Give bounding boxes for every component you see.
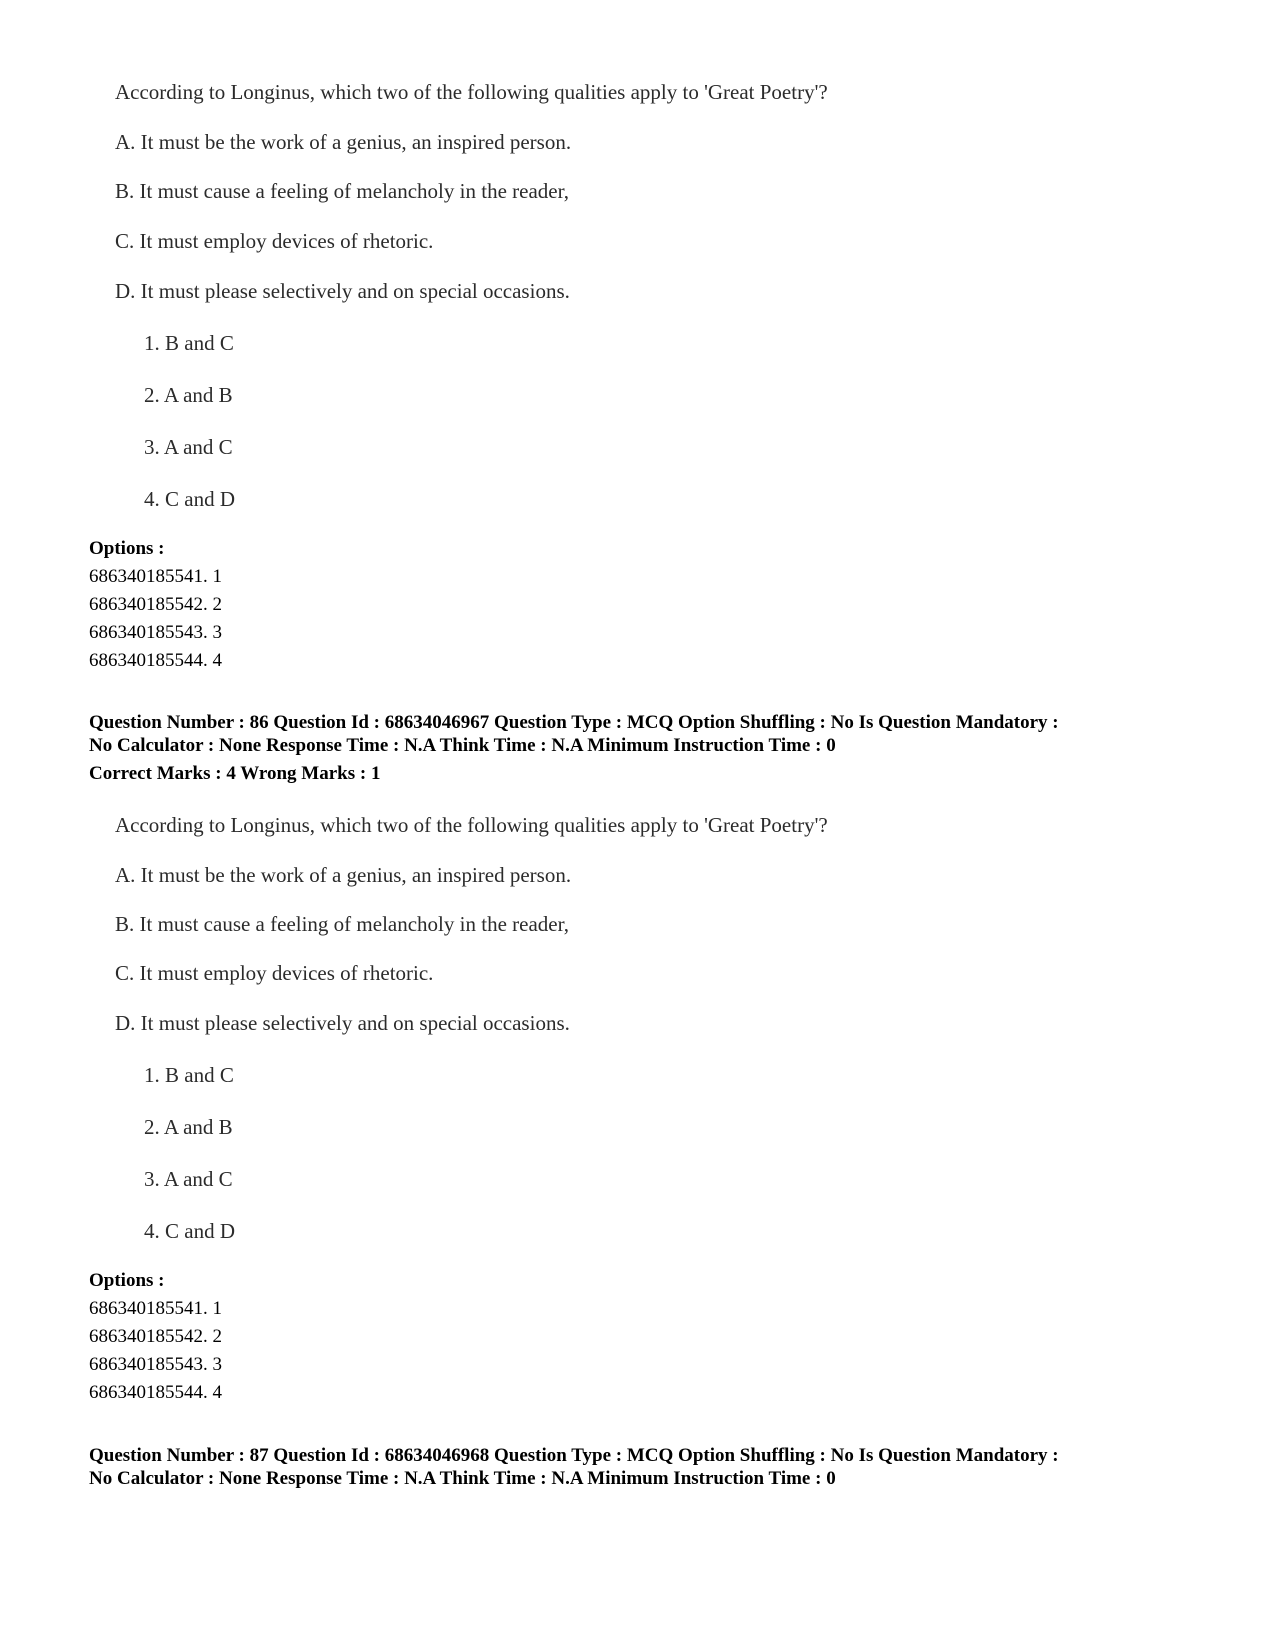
option-item: 686340185544. 4 (89, 650, 222, 671)
statement-c: C. It must employ devices of rhetoric. (115, 961, 434, 985)
question-stem: According to Longinus, which two of the following qualities apply to 'Great Poetry'? (115, 813, 828, 837)
choice-1: 1. B and C (144, 331, 234, 355)
question-meta-line: Question Number : 86 Question Id : 68634046967 Question Type : MCQ Option Shuffling : No Is Question Mandatory : (89, 712, 1059, 733)
choice-4: 4. C and D (144, 1219, 235, 1243)
question-meta (89, 1444, 1059, 1490)
choice-3: 3. A and C (144, 435, 233, 459)
options-heading: Options : (89, 1270, 165, 1291)
question-meta (89, 711, 1059, 757)
options-list (89, 1267, 222, 1407)
choice-2: 2. A and B (144, 1115, 233, 1139)
question-meta-line: No Calculator : None Response Time : N.A Think Time : N.A Minimum Instruction Time : 0 (89, 735, 836, 756)
option-item: 686340185542. 2 (89, 594, 222, 615)
option-item: 686340185542. 2 (89, 1326, 222, 1347)
question-meta-line: Question Number : 87 Question Id : 68634046968 Question Type : MCQ Option Shuffling : No Is Question Mandatory : (89, 1445, 1059, 1466)
option-item: 686340185543. 3 (89, 1354, 222, 1375)
option-item: 686340185543. 3 (89, 622, 222, 643)
statement-b: B. It must cause a feeling of melancholy in the reader, (115, 179, 569, 203)
options-heading: Options : (89, 538, 165, 559)
statement-d: D. It must please selectively and on special occasions. (115, 1011, 570, 1035)
question-meta-line: No Calculator : None Response Time : N.A Think Time : N.A Minimum Instruction Time : 0 (89, 1468, 836, 1489)
choice-3: 3. A and C (144, 1167, 233, 1191)
options-list (89, 535, 222, 675)
choice-2: 2. A and B (144, 383, 233, 407)
statement-d: D. It must please selectively and on special occasions. (115, 279, 570, 303)
option-item: 686340185541. 1 (89, 566, 222, 587)
question-stem: According to Longinus, which two of the following qualities apply to 'Great Poetry'? (115, 80, 828, 104)
option-item: 686340185541. 1 (89, 1298, 222, 1319)
choice-4: 4. C and D (144, 487, 235, 511)
statement-a: A. It must be the work of a genius, an inspired person. (115, 863, 572, 887)
option-item: 686340185544. 4 (89, 1382, 222, 1403)
statement-b: B. It must cause a feeling of melancholy in the reader, (115, 912, 569, 936)
statement-a: A. It must be the work of a genius, an inspired person. (115, 130, 572, 154)
choice-1: 1. B and C (144, 1063, 234, 1087)
statement-c: C. It must employ devices of rhetoric. (115, 229, 434, 253)
marks-line: Correct Marks : 4 Wrong Marks : 1 (89, 763, 381, 784)
